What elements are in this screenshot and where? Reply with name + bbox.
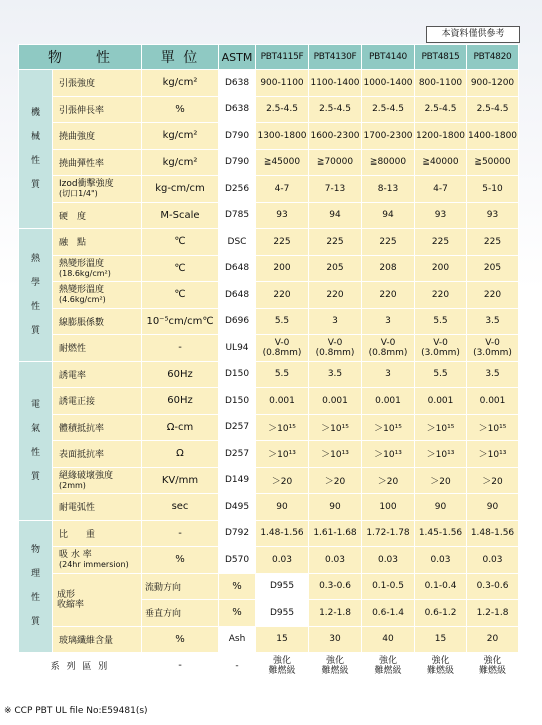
- property-label: 誘電正接: [59, 397, 96, 408]
- value-cell: 7-13: [309, 176, 362, 203]
- value-cell: 強化 難燃級: [415, 653, 467, 680]
- value-cell: 8-13: [362, 176, 415, 203]
- value-cell: ＞10¹⁵: [362, 414, 415, 441]
- value-cell: 0.03: [467, 547, 519, 574]
- unit-cell: KV/mm: [142, 467, 219, 494]
- astm-cell: D955: [256, 573, 309, 600]
- unit-cell: Ω: [142, 441, 219, 468]
- value-cell: ＞20: [467, 467, 519, 494]
- property-label: 線膨脹係數: [59, 317, 105, 328]
- unit-cell: %: [219, 600, 256, 627]
- table-row: [19, 202, 519, 229]
- value-cell: 4-7: [256, 176, 309, 203]
- astm-cell: D648: [219, 255, 256, 282]
- table-row: [19, 467, 519, 494]
- property-condition: (4.6kg/cm²): [59, 295, 106, 305]
- property-name: [53, 96, 142, 123]
- table-row: [19, 123, 519, 150]
- value-cell: 2.5-4.5: [309, 96, 362, 123]
- property-label: 絕緣破壞強度: [59, 470, 114, 481]
- value-cell: 0.03: [362, 547, 415, 574]
- astm-cell: D256: [219, 176, 256, 203]
- table-row: [19, 70, 519, 97]
- value-cell: 225: [415, 229, 467, 256]
- category-char: 質: [30, 325, 40, 336]
- category-char: 機: [30, 108, 40, 118]
- property-label: 熱變形溫度: [59, 258, 105, 269]
- value-cell: 225: [467, 229, 519, 256]
- value-cell: 20: [467, 626, 519, 653]
- value-cell: 2.5-4.5: [362, 96, 415, 123]
- value-cell: 0.6-1.4: [362, 600, 415, 627]
- table-row: [19, 308, 519, 335]
- value-cell: 1700-2300: [362, 123, 415, 150]
- value-cell: 0.03: [415, 547, 467, 574]
- value-cell: 3.5: [467, 361, 519, 388]
- header-grade: PBT4130F: [309, 45, 362, 70]
- value-cell: 1.45-1.56: [415, 520, 467, 547]
- property-condition: (2mm): [59, 480, 86, 490]
- value-cell: 3: [309, 308, 362, 335]
- value-cell: 1600-2300: [309, 123, 362, 150]
- property-name: [53, 441, 142, 468]
- property-label: 硬 度: [59, 211, 87, 222]
- astm-cell: D257: [219, 441, 256, 468]
- value-cell: ＞10¹³: [309, 441, 362, 468]
- property-label: 誘電率: [59, 370, 87, 381]
- table-row: [19, 626, 519, 653]
- shrinkage-label: 成形 收縮率: [53, 573, 142, 626]
- category-char: 性: [30, 593, 40, 604]
- property-label: Izod衝擊強度: [59, 179, 114, 190]
- value-cell: 0.1-0.4: [415, 573, 467, 600]
- unit-cell: -: [142, 520, 219, 547]
- unit-cell: 10⁻⁵cm/cm℃: [142, 308, 219, 335]
- value-cell: V-0 (0.8mm): [309, 335, 362, 362]
- value-cell: 1.48-1.56: [256, 520, 309, 547]
- value-cell: 220: [467, 282, 519, 309]
- unit-cell: ℃: [142, 229, 219, 256]
- astm-cell: D570: [219, 547, 256, 574]
- property-name: [53, 388, 142, 415]
- table-row: [19, 547, 519, 574]
- property-name: [53, 282, 142, 309]
- value-cell: 0.001: [415, 388, 467, 415]
- value-cell: 2.5-4.5: [467, 96, 519, 123]
- unit-cell: kg-cm/cm: [142, 176, 219, 203]
- header-grade: PBT4820: [467, 45, 519, 70]
- unit-cell: M-Scale: [142, 202, 219, 229]
- series-label: 系 列 區 別: [19, 653, 142, 680]
- value-cell: 30: [309, 626, 362, 653]
- unit-cell: Ω-cm: [142, 414, 219, 441]
- value-cell: 強化 難燃級: [467, 653, 519, 680]
- value-cell: ＞20: [415, 467, 467, 494]
- category-char: 學: [30, 277, 40, 288]
- category-char: 性: [30, 301, 40, 312]
- table-row: [19, 388, 519, 415]
- value-cell: 0.03: [309, 547, 362, 574]
- property-label: 撓曲強度: [59, 132, 96, 143]
- table-row: [19, 229, 519, 256]
- value-cell: 93: [415, 202, 467, 229]
- header-grade: PBT4140: [362, 45, 415, 70]
- value-cell: 205: [309, 255, 362, 282]
- property-label: 熱變形溫度: [59, 285, 105, 296]
- value-cell: 1.48-1.56: [467, 520, 519, 547]
- astm-cell: D638: [219, 96, 256, 123]
- table-row: [19, 361, 519, 388]
- value-cell: 208: [362, 255, 415, 282]
- value-cell: ＞10¹⁵: [309, 414, 362, 441]
- astm-cell: D696: [219, 308, 256, 335]
- value-cell: 90: [309, 494, 362, 521]
- category-char: 質: [30, 180, 40, 190]
- category-phys: [19, 520, 53, 653]
- value-cell: 225: [362, 229, 415, 256]
- value-cell: 220: [415, 282, 467, 309]
- property-label: 引張強度: [59, 79, 96, 90]
- value-cell: 90: [467, 494, 519, 521]
- value-cell: 94: [309, 202, 362, 229]
- unit-cell: kg/cm²: [142, 123, 219, 150]
- astm-cell: D150: [219, 388, 256, 415]
- property-name: [53, 520, 142, 547]
- value-cell: 強化 難燃級: [256, 653, 309, 680]
- astm-cell: D785: [219, 202, 256, 229]
- unit-cell: %: [142, 96, 219, 123]
- header-astm: ASTM: [219, 45, 256, 70]
- value-cell: 0.001: [256, 388, 309, 415]
- unit-cell: -: [142, 335, 219, 362]
- value-cell: 15: [256, 626, 309, 653]
- value-cell: ＞10¹³: [256, 441, 309, 468]
- value-cell: 90: [415, 494, 467, 521]
- table-row: [19, 149, 519, 176]
- property-name: 垂直方向: [142, 600, 219, 627]
- value-cell: 4-7: [415, 176, 467, 203]
- value-cell: ≧40000: [415, 149, 467, 176]
- property-name: [53, 547, 142, 574]
- category-char: 質: [30, 471, 40, 482]
- property-name: [53, 414, 142, 441]
- property-name: [53, 149, 142, 176]
- category-char: 性: [30, 156, 40, 166]
- value-cell: 2.5-4.5: [415, 96, 467, 123]
- property-name: [53, 626, 142, 653]
- value-cell: 900-1200: [467, 70, 519, 97]
- value-cell: 800-1100: [415, 70, 467, 97]
- value-cell: ＞10¹⁵: [256, 414, 309, 441]
- value-cell: 0.001: [362, 388, 415, 415]
- value-cell: 2.5-4.5: [256, 96, 309, 123]
- table-row: [19, 176, 519, 203]
- value-cell: ＞10¹⁵: [467, 414, 519, 441]
- value-cell: 0.3-0.6: [467, 573, 519, 600]
- property-label: 表面抵抗率: [59, 450, 105, 461]
- property-name: [53, 255, 142, 282]
- value-cell: 5.5: [256, 361, 309, 388]
- unit-cell: ℃: [142, 282, 219, 309]
- value-cell: 220: [309, 282, 362, 309]
- value-cell: 225: [309, 229, 362, 256]
- category-therm: [19, 229, 53, 362]
- unit-cell: %: [142, 626, 219, 653]
- property-label: 比 重: [59, 529, 96, 540]
- property-name: [53, 361, 142, 388]
- table-row: [19, 414, 519, 441]
- header-row: [19, 45, 519, 70]
- astm-cell: D790: [219, 123, 256, 150]
- astm-cell: D495: [219, 494, 256, 521]
- value-cell: 93: [256, 202, 309, 229]
- property-name: [53, 229, 142, 256]
- unit-cell: sec: [142, 494, 219, 521]
- value-cell: 0.03: [256, 547, 309, 574]
- value-cell: 1.61-1.68: [309, 520, 362, 547]
- value-cell: 5-10: [467, 176, 519, 203]
- property-name: [53, 176, 142, 203]
- value-cell: ≧50000: [467, 149, 519, 176]
- table-row: [19, 441, 519, 468]
- property-condition: (切口1/4"): [59, 189, 98, 199]
- unit-cell: -: [142, 653, 219, 680]
- astm-cell: D257: [219, 414, 256, 441]
- value-cell: 93: [467, 202, 519, 229]
- value-cell: 40: [362, 626, 415, 653]
- value-cell: 1100-1400: [309, 70, 362, 97]
- unit-cell: %: [142, 547, 219, 574]
- value-cell: 220: [256, 282, 309, 309]
- value-cell: 5.5: [415, 308, 467, 335]
- property-name: [53, 467, 142, 494]
- value-cell: 0.3-0.6: [309, 573, 362, 600]
- property-condition: (18.6kg/cm²): [59, 268, 111, 278]
- value-cell: 3: [362, 361, 415, 388]
- property-label: 引張伸長率: [59, 105, 105, 116]
- unit-cell: ℃: [142, 255, 219, 282]
- value-cell: 220: [362, 282, 415, 309]
- value-cell: 200: [415, 255, 467, 282]
- unit-cell: kg/cm²: [142, 149, 219, 176]
- value-cell: ≧45000: [256, 149, 309, 176]
- series-row: [19, 653, 519, 680]
- value-cell: 205: [467, 255, 519, 282]
- astm-cell: D792: [219, 520, 256, 547]
- value-cell: 3.5: [467, 308, 519, 335]
- category-char: 性: [30, 447, 40, 458]
- property-label: 玻璃纖維含量: [59, 635, 114, 646]
- header-grade: PBT4115F: [256, 45, 309, 70]
- category-char: 理: [30, 569, 40, 580]
- table-row: [19, 335, 519, 362]
- table-row: [19, 282, 519, 309]
- value-cell: 1000-1400: [362, 70, 415, 97]
- astm-cell: D648: [219, 282, 256, 309]
- value-cell: 0.001: [467, 388, 519, 415]
- value-cell: ＞10¹⁵: [415, 414, 467, 441]
- astm-cell: DSC: [219, 229, 256, 256]
- astm-cell: UL94: [219, 335, 256, 362]
- value-cell: 15: [415, 626, 467, 653]
- table-row: [19, 96, 519, 123]
- property-name: [53, 70, 142, 97]
- pbt-properties-table: [18, 44, 519, 680]
- astm-cell: D150: [219, 361, 256, 388]
- value-cell: ＞20: [256, 467, 309, 494]
- value-cell: 強化 難燃級: [309, 653, 362, 680]
- property-label: 體積抵抗率: [59, 423, 105, 434]
- category-elec: [19, 361, 53, 520]
- astm-cell: -: [219, 653, 256, 680]
- header-property: 物 性: [19, 45, 142, 70]
- property-condition: (24hr immersion): [59, 560, 129, 570]
- value-cell: ＞20: [362, 467, 415, 494]
- property-name: [53, 494, 142, 521]
- value-cell: ＞20: [309, 467, 362, 494]
- value-cell: 900-1100: [256, 70, 309, 97]
- value-cell: V-0 (3.0mm): [467, 335, 519, 362]
- category-mech: [19, 70, 53, 229]
- astm-cell: Ash: [219, 626, 256, 653]
- category-char: 熱: [30, 253, 40, 264]
- property-label: 耐燃性: [59, 344, 87, 355]
- reference-only-note: 本資料僅供參考: [426, 26, 520, 43]
- unit-cell: 60Hz: [142, 361, 219, 388]
- value-cell: 1.2-1.8: [467, 600, 519, 627]
- category-char: 質: [30, 617, 40, 628]
- property-name: [53, 123, 142, 150]
- value-cell: 0.1-0.5: [362, 573, 415, 600]
- value-cell: 5.5: [415, 361, 467, 388]
- value-cell: 90: [256, 494, 309, 521]
- unit-cell: %: [219, 573, 256, 600]
- category-char: 物: [30, 545, 40, 556]
- table-row: [19, 494, 519, 521]
- value-cell: 1200-1800: [415, 123, 467, 150]
- value-cell: 3.5: [309, 361, 362, 388]
- value-cell: ＞10¹³: [467, 441, 519, 468]
- unit-cell: kg/cm²: [142, 70, 219, 97]
- value-cell: 3: [362, 308, 415, 335]
- value-cell: 5.5: [256, 308, 309, 335]
- property-label: 耐電弧性: [59, 503, 96, 514]
- header-grade: PBT4815: [415, 45, 467, 70]
- astm-cell: D790: [219, 149, 256, 176]
- value-cell: 1.2-1.8: [309, 600, 362, 627]
- ul-file-footnote: ※ CCP PBT UL file No:E59481(s): [4, 706, 148, 716]
- table-row: [19, 255, 519, 282]
- table-row: [19, 520, 519, 547]
- property-label: 融 點: [59, 238, 87, 249]
- table-row: [19, 573, 519, 600]
- value-cell: 1400-1800: [467, 123, 519, 150]
- value-cell: ≧80000: [362, 149, 415, 176]
- value-cell: 0.6-1.2: [415, 600, 467, 627]
- value-cell: V-0 (0.8mm): [256, 335, 309, 362]
- value-cell: V-0 (3.0mm): [415, 335, 467, 362]
- property-name: [53, 202, 142, 229]
- astm-cell: D149: [219, 467, 256, 494]
- unit-cell: 60Hz: [142, 388, 219, 415]
- value-cell: 1.72-1.78: [362, 520, 415, 547]
- value-cell: 0.001: [309, 388, 362, 415]
- value-cell: 225: [256, 229, 309, 256]
- value-cell: 200: [256, 255, 309, 282]
- property-label: 撓曲彈性率: [59, 158, 105, 169]
- value-cell: ＞10¹³: [415, 441, 467, 468]
- value-cell: 1300-1800: [256, 123, 309, 150]
- property-name: [53, 308, 142, 335]
- value-cell: 94: [362, 202, 415, 229]
- property-label: 吸 水 率: [59, 550, 92, 561]
- category-char: 械: [30, 132, 40, 142]
- value-cell: 強化 難燃級: [362, 653, 415, 680]
- property-name: [53, 335, 142, 362]
- category-char: 氣: [30, 423, 40, 434]
- header-unit: 單 位: [142, 45, 219, 70]
- astm-cell: D955: [256, 600, 309, 627]
- category-char: 電: [30, 399, 40, 410]
- value-cell: ＞10¹³: [362, 441, 415, 468]
- value-cell: V-0 (0.8mm): [362, 335, 415, 362]
- astm-cell: D638: [219, 70, 256, 97]
- value-cell: 100: [362, 494, 415, 521]
- property-name: 流動方向: [142, 573, 219, 600]
- value-cell: ≧70000: [309, 149, 362, 176]
